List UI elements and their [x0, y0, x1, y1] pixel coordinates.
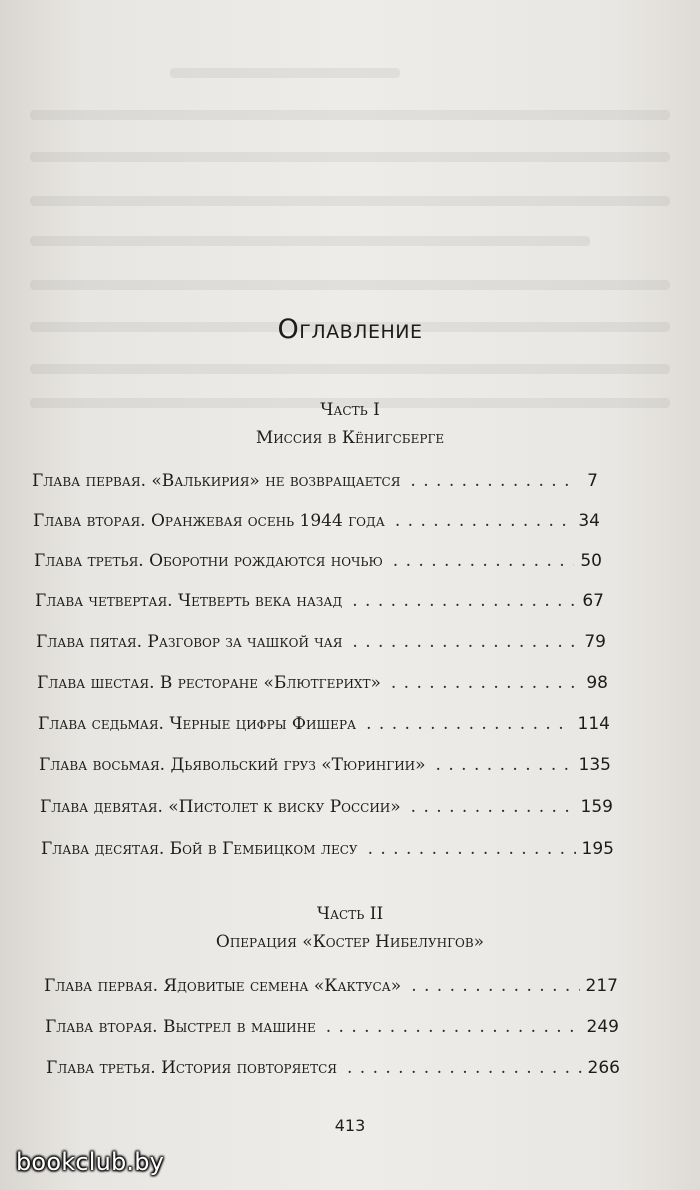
dot-leader — [347, 1058, 582, 1078]
chapter-page-number: 159 — [580, 797, 613, 817]
chapter-title: Глава третья. История повторяется — [46, 1058, 337, 1078]
watermark-logo: bookclub.by — [16, 1148, 165, 1176]
chapter-title: Глава первая. Ядовитые семена «Кактуса» — [44, 976, 402, 996]
chapter-page-number: 50 — [580, 551, 602, 571]
chapter-page-number: 79 — [584, 632, 606, 652]
toc-entry[interactable] — [46, 1058, 620, 1086]
page-number: 413 — [334, 1116, 366, 1135]
chapter-page-number: 34 — [578, 511, 600, 531]
dot-leader — [411, 976, 579, 996]
chapter-title: Глава девятая. «Пистолет к виску России» — [40, 797, 401, 817]
part-1-label: Часть I — [320, 400, 380, 420]
toc-entry[interactable] — [44, 976, 618, 1004]
chapter-title: Глава десятая. Бой в Гембицком лесу — [41, 839, 358, 859]
chapter-title: Глава восьмая. Дьявольский груз «Тюрингии» — [39, 755, 426, 775]
part-2-subtitle: Операция «Костер Нибелунгов» — [215, 932, 485, 952]
chapter-title: Глава пятая. Разговор за чашкой чая — [36, 632, 343, 652]
chapter-page-number: 98 — [586, 673, 608, 693]
chapter-title: Глава вторая. Выстрел в машине — [45, 1017, 316, 1037]
chapter-title: Глава четвертая. Четверть века назад — [35, 591, 343, 611]
chapter-title: Глава третья. Оборотни рождаются ночью — [34, 551, 383, 571]
chapter-page-number: 249 — [586, 1017, 619, 1037]
chapter-title: Глава седьмая. Черные цифры Фишера — [38, 714, 357, 734]
part-1-subtitle: Миссия в Кёнигсберге — [255, 428, 445, 448]
chapter-page-number: 266 — [587, 1058, 620, 1078]
chapter-title: Глава вторая. Оранжевая осень 1944 года — [33, 511, 385, 531]
chapter-page-number: 217 — [585, 976, 618, 996]
chapter-page-number: 135 — [578, 755, 611, 775]
chapter-page-number: 114 — [577, 714, 610, 734]
toc-entry[interactable] — [45, 1017, 619, 1045]
chapter-title: Глава первая. «Валькирия» не возвращается — [32, 471, 401, 491]
chapter-page-number: 67 — [582, 591, 604, 611]
toc-title: Оглавление — [277, 314, 423, 345]
dot-leader — [326, 1017, 581, 1037]
part-2-label: Часть II — [316, 904, 384, 924]
chapter-title: Глава шестая. В ресторане «Блютгерихт» — [37, 673, 381, 693]
chapter-page-number: 195 — [581, 839, 614, 859]
chapter-page-number: 7 — [587, 471, 598, 491]
